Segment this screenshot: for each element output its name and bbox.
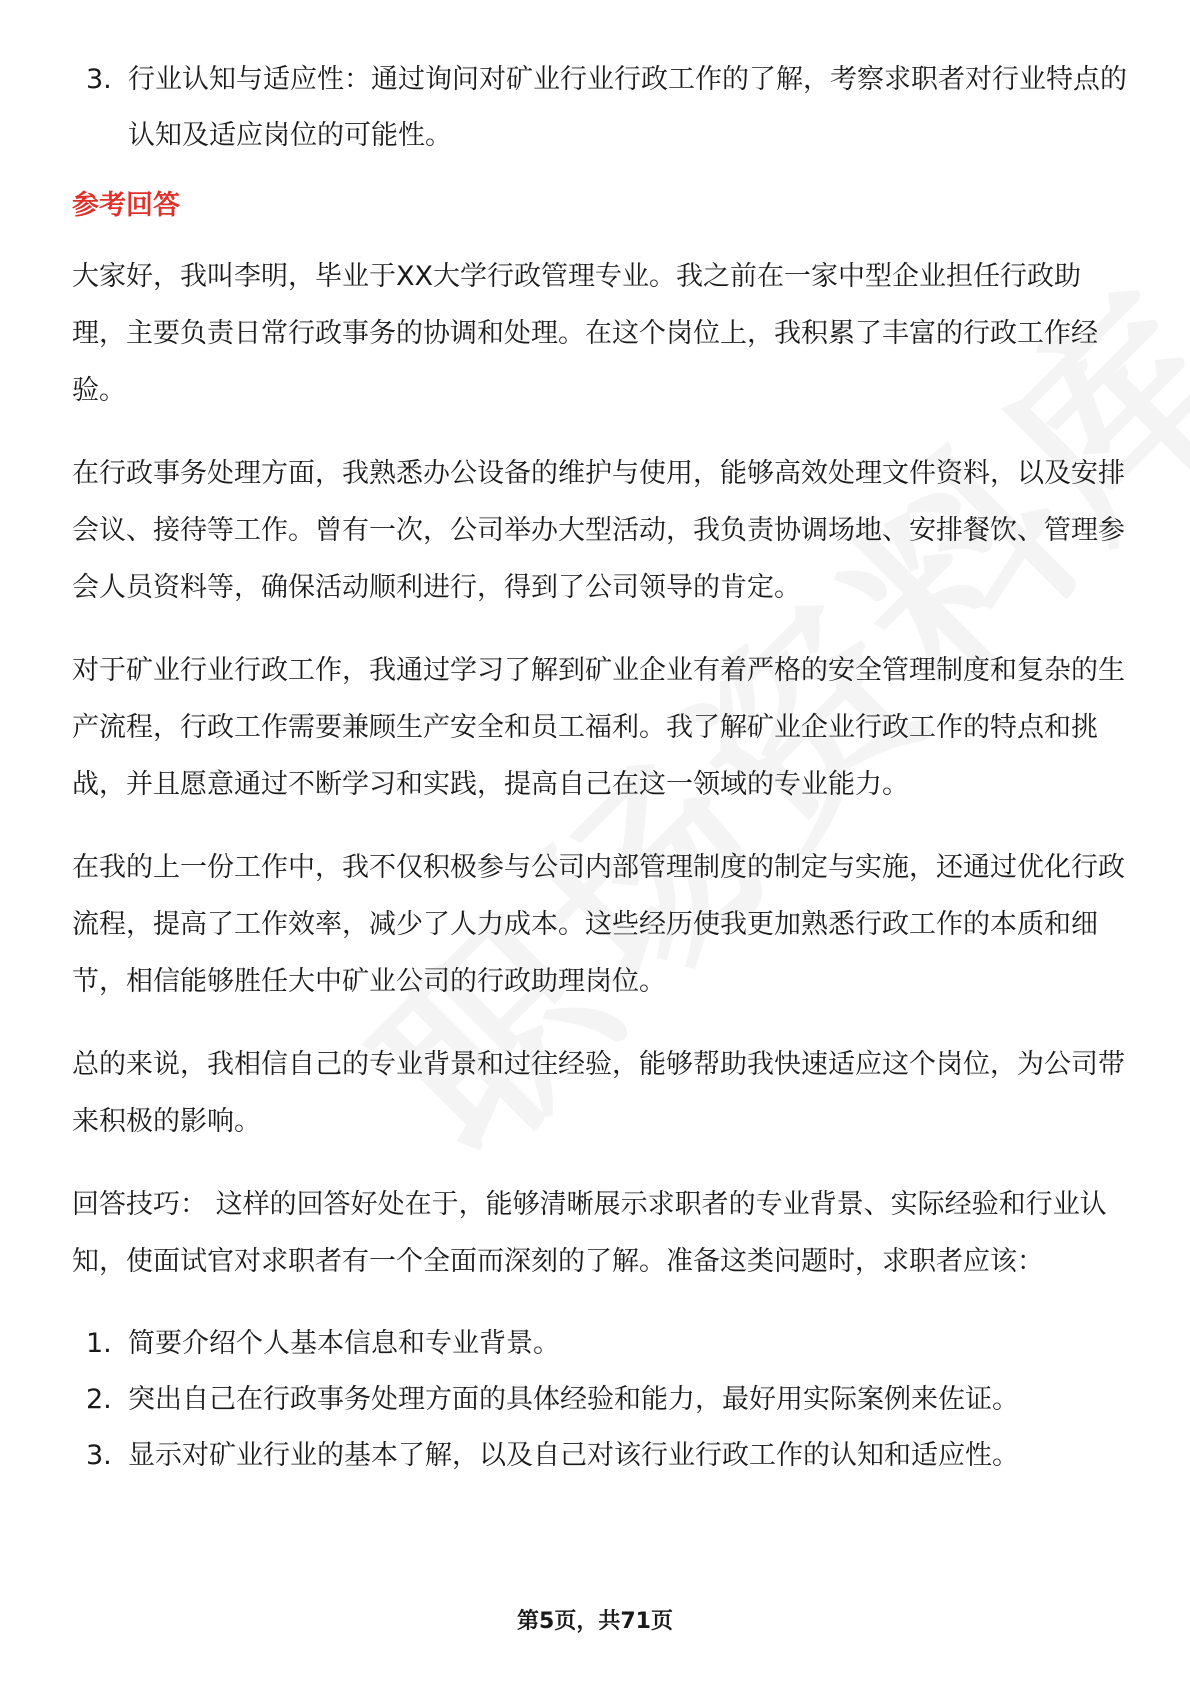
section-heading: 参考回答 [72, 190, 180, 221]
criteria-list [72, 52, 1132, 164]
list-item [72, 52, 1132, 164]
list-item-text: 突出自己在行政事务处理方面的具体经验和能力，最好用实际案例来佐证。 [128, 1384, 1019, 1415]
page-number-footer: 第5页，共71页 [517, 1609, 673, 1634]
answer-paragraph: 在我的上一份工作中，我不仅积极参与公司内部管理制度的制定与实施，还通过优化行政流程，提高了工作效率，减少了人力成本。这些经历使我更加熟悉行政工作的本质和细节，相信能够胜任大中矿业公司的行政助理岗位。 [72, 852, 1125, 997]
list-item-text: 显示对矿业行业的基本了解，以及自己对该行业行政工作的认知和适应性。 [128, 1440, 1019, 1471]
answer-paragraph: 对于矿业行业行政工作，我通过学习了解到矿业企业有着严格的安全管理制度和复杂的生产流程，行政工作需要兼顾生产安全和员工福利。我了解矿业企业行政工作的特点和挑战，并且愿意通过不断学习和实践，提高自己在这一领域的专业能力。 [72, 655, 1125, 800]
list-item [72, 1372, 1132, 1428]
answer-paragraph: 总的来说，我相信自己的专业背景和过往经验，能够帮助我快速适应这个岗位，为公司带来积极的影响。 [72, 1049, 1125, 1137]
list-item-number: 1. [86, 1328, 112, 1359]
document-content [72, 52, 1132, 1484]
list-item-number: 3. [86, 1440, 112, 1471]
list-item-number: 2. [86, 1384, 112, 1415]
answer-paragraph: 大家好，我叫李明，毕业于XX大学行政管理专业。我之前在一家中型企业担任行政助理，主要负责日常行政事务的协调和处理。在这个岗位上，我积累了丰富的行政工作经验。 [72, 261, 1098, 406]
list-item-text: 行业认知与适应性：通过询问对矿业行业行政工作的了解，考察求职者对行业特点的认知及适应岗位的可能性。 [128, 64, 1127, 151]
list-item [72, 1428, 1132, 1484]
list-item-text: 简要介绍个人基本信息和专业背景。 [128, 1328, 560, 1359]
list-item-number: 3. [86, 64, 112, 95]
tips-list [72, 1316, 1132, 1484]
answer-paragraph: 在行政事务处理方面，我熟悉办公设备的维护与使用，能够高效处理文件资料，以及安排会议、接待等工作。曾有一次，公司举办大型活动，我负责协调场地、安排餐饮、管理参会人员资料等，确保活动顺利进行，得到了公司领导的肯定。 [72, 458, 1125, 603]
tips-paragraph: 回答技巧： 这样的回答好处在于，能够清晰展示求职者的专业背景、实际经验和行业认知，使面试官对求职者有一个全面而深刻的了解。准备这类问题时，求职者应该： [72, 1189, 1107, 1277]
list-item [72, 1316, 1132, 1372]
